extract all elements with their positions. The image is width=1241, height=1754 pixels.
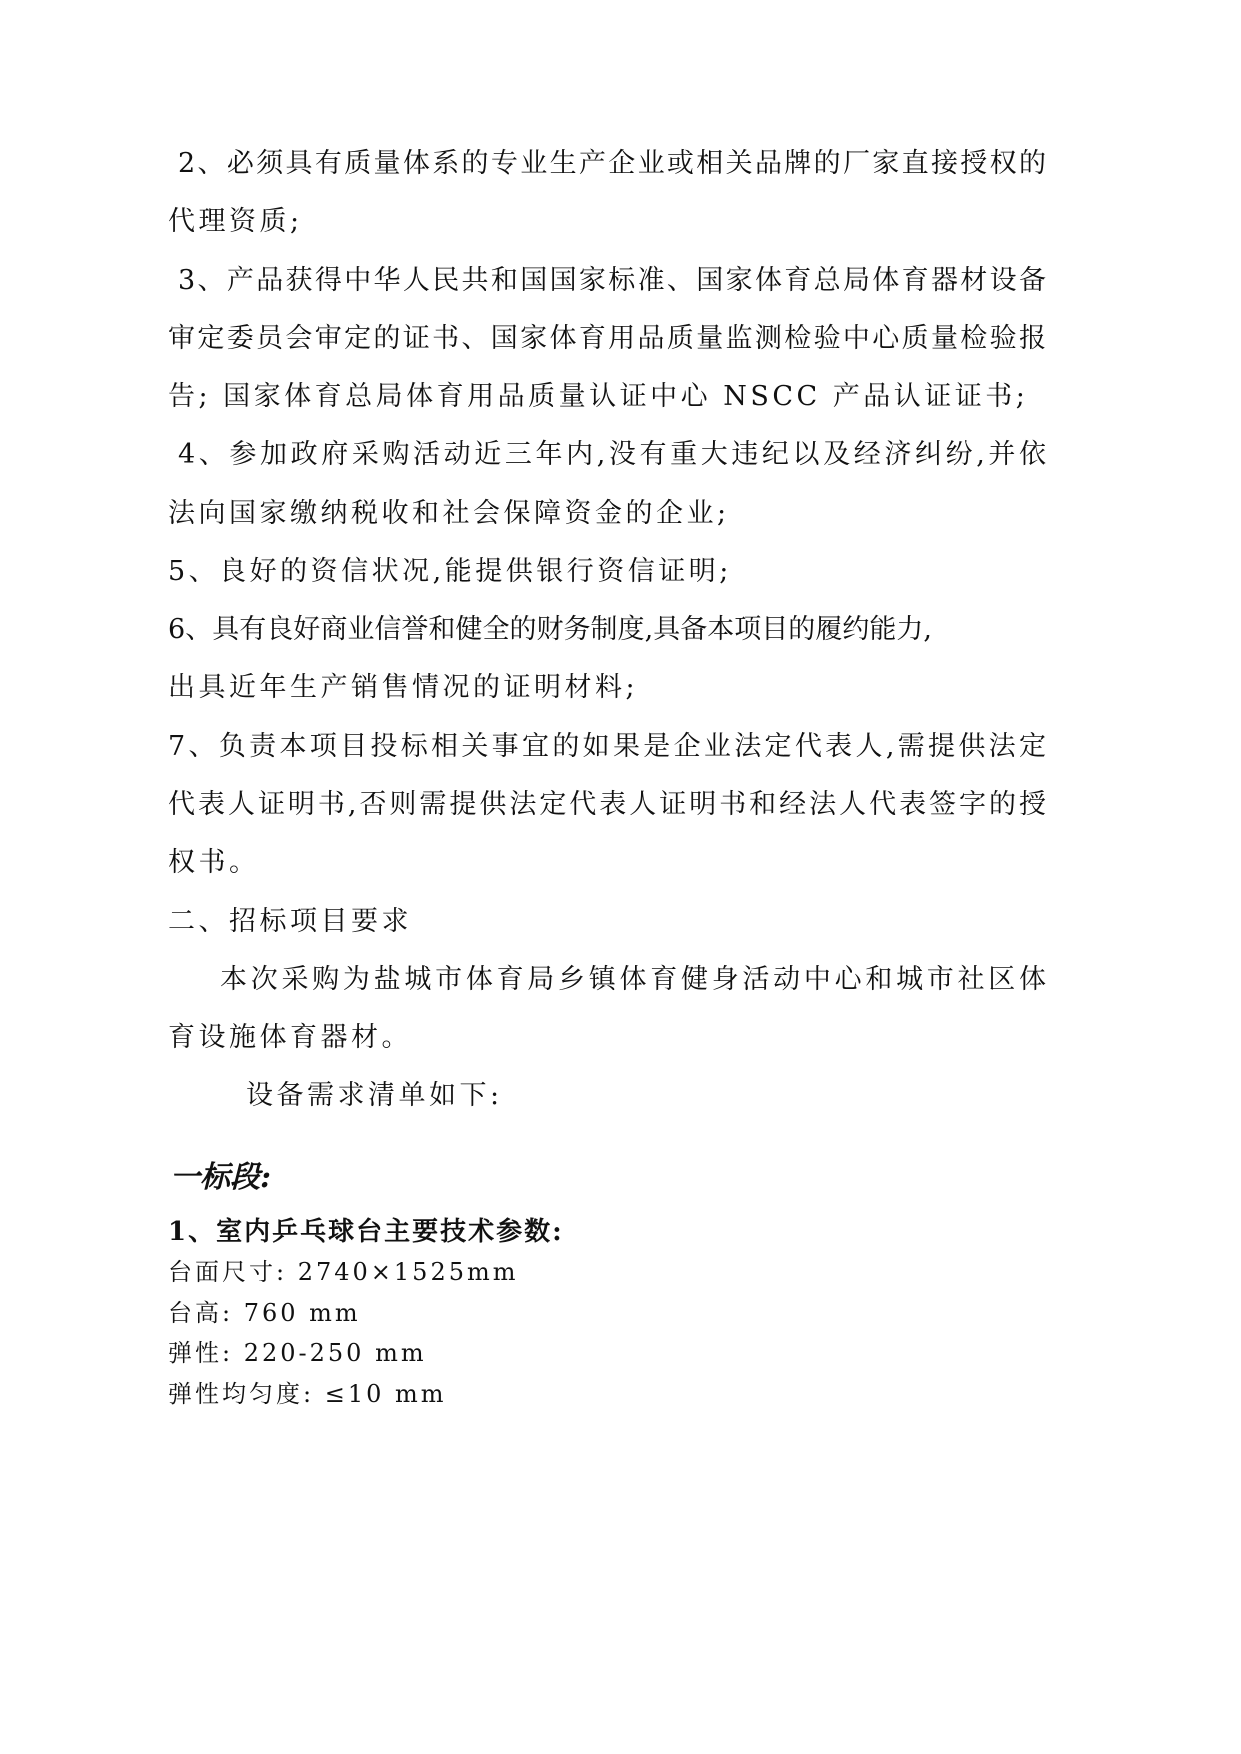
requirement-4-line-2: 法向国家缴纳税收和社会保障资金的企业; [168,498,730,529]
requirement-2-line-1: 2、必须具有质量体系的专业生产企业或相关品牌的厂家直接授权的 [178,148,1046,179]
requirement-6-line-1: 6、具有良好商业信誉和健全的财务制度,具备本项目的履约能力, [168,614,932,645]
requirement-4-line-1: 4、参加政府采购活动近三年内,没有重大违纪以及经济纠纷,并依 [178,439,1046,470]
requirement-3-line-1: 3、产品获得中华人民共和国国家标准、国家体育总局体育器材设备 [178,265,1046,296]
lot-1-heading: 一标段: [170,1160,272,1195]
intro-line-1: 本次采购为盐城市体育局乡镇体育健身活动中心和城市社区体 [220,964,1046,995]
requirement-3-line-3: 告; 国家体育总局体育用品质量认证中心 NSCC 产品认证证书; [168,381,1029,412]
requirement-5-line-1: 5、良好的资信状况,能提供银行资信证明; [168,556,732,587]
spec-table-top-size: 台面尺寸: 2740×1525mm [168,1258,519,1286]
intro-line-2: 育设施体育器材。 [168,1022,412,1053]
requirement-6-line-2: 出具近年生产销售情况的证明材料; [168,672,639,703]
requirement-7-line-3: 权书。 [168,847,260,878]
requirement-2-line-2: 代理资质; [168,206,303,237]
spec-elasticity-uniformity: 弹性均匀度: ≤10 mm [168,1380,447,1408]
section-2-heading: 二、招标项目要求 [168,906,412,937]
item-1-heading: 1、室内乒乓球台主要技术参数: [168,1217,564,1247]
spec-elasticity: 弹性: 220-250 mm [168,1339,427,1367]
spec-table-height: 台高: 760 mm [168,1299,361,1327]
requirement-3-line-2: 审定委员会审定的证书、国家体育用品质量监测检验中心质量检验报 [168,323,1046,354]
requirement-7-line-2: 代表人证明书,否则需提供法定代表人证明书和经法人代表签字的授 [168,789,1046,820]
requirement-7-line-1: 7、负责本项目投标相关事宜的如果是企业法定代表人,需提供法定 [168,731,1046,762]
equipment-list-intro: 设备需求清单如下: [246,1080,503,1111]
